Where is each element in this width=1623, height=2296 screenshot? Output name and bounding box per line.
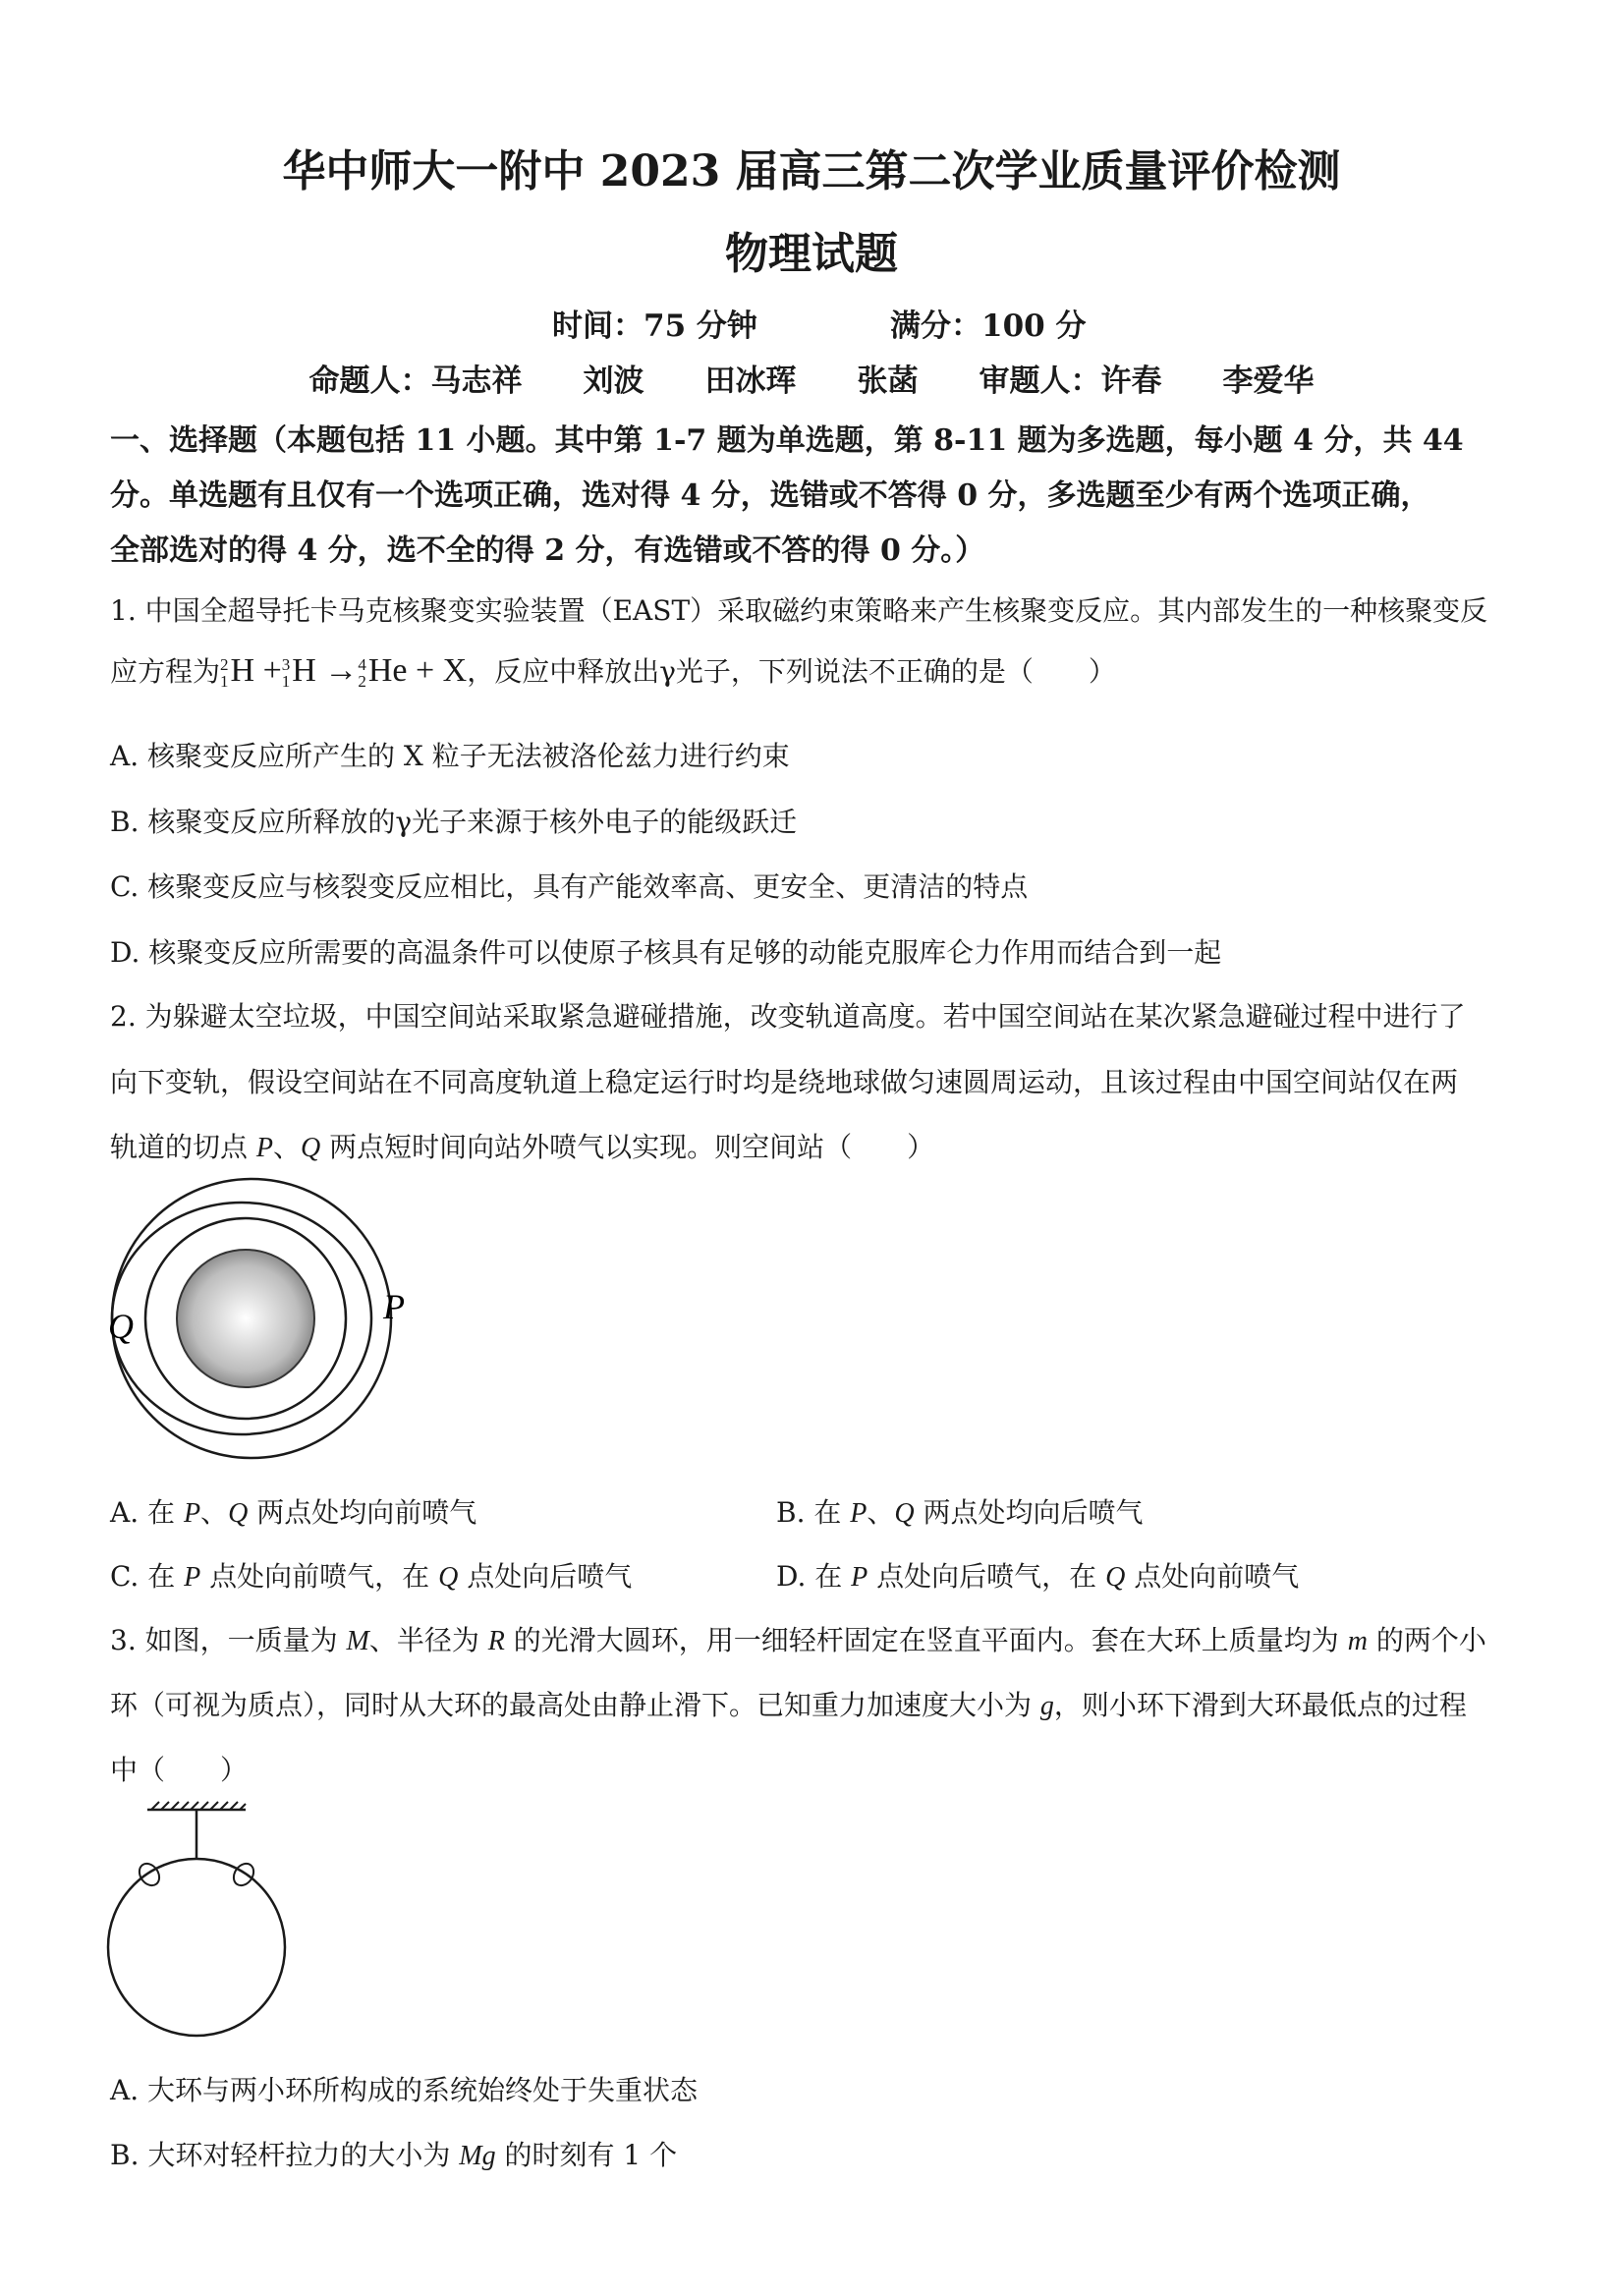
q2-option-b xyxy=(776,1491,1144,1531)
var-m-big: M xyxy=(346,1626,369,1656)
fig-label-p: P xyxy=(383,1287,405,1326)
q1-option-a: A. 核聚变反应所产生的 X 粒子无法被洛伦兹力进行约束 xyxy=(110,740,790,772)
q2-b-sep: 、 xyxy=(867,1496,895,1529)
eq-c-charge: 2 xyxy=(358,672,366,692)
eq-c-mass: 4 xyxy=(358,655,366,675)
q2-d-post: 点处向前喷气 xyxy=(1125,1560,1300,1593)
ring-diagram xyxy=(98,1800,305,2055)
q2-a-sep: 、 xyxy=(200,1496,229,1529)
q2-option-c xyxy=(110,1555,632,1595)
q1-stem-suffix: ，反应中释放出γ光子，下列说法不正确的是（ ） xyxy=(467,655,1116,688)
q1-option-d: D. 核聚变反应所需要的高温条件可以使原子核具有足够的动能克服库仑力作用而结合到一起 xyxy=(110,936,1222,969)
q2-b-pre: B. 在 xyxy=(776,1496,851,1529)
q1-stem-line2 xyxy=(110,650,1116,690)
var-m-small: m xyxy=(1347,1626,1368,1656)
q2-a-p: P xyxy=(183,1498,201,1529)
q2-b-q: Q xyxy=(894,1498,915,1529)
q3-option-a: A. 大环与两小环所构成的系统始终处于失重状态 xyxy=(110,2074,699,2106)
earth-icon xyxy=(177,1250,314,1387)
eq-b-charge: 1 xyxy=(281,672,291,692)
q3-stem-line2 xyxy=(110,1684,1467,1723)
section-instructions-line3: 全部选对的得 4 分，选不全的得 2 分，有选错或不答的得 0 分。） xyxy=(110,533,985,568)
q2-c-post: 点处向后喷气 xyxy=(458,1560,633,1593)
q2-b-post: 两点处均向后喷气 xyxy=(914,1496,1144,1529)
q3-stem-line1 xyxy=(110,1619,1486,1658)
q2-d-q: Q xyxy=(1105,1562,1126,1593)
orbit-diagram xyxy=(98,1169,452,1474)
var-g: g xyxy=(1039,1691,1054,1721)
q2-stem-line2: 向下变轨，假设空间站在不同高度轨道上稳定运行时均是绕地球做匀速圆周运动，且该过程由中国空间站仅在两 xyxy=(110,1066,1459,1098)
q2-stem-line3 xyxy=(110,1126,934,1165)
q3-text-b: 、半径为 xyxy=(368,1624,488,1656)
q1-equation xyxy=(220,652,468,692)
q2-d-p: P xyxy=(851,1562,868,1593)
q3-text-f: ，则小环下滑到大环最低点的过程 xyxy=(1053,1689,1467,1721)
q2-a-post: 两点处均向前喷气 xyxy=(248,1496,477,1529)
q3-text-c: 的光滑大圆环，用一细轻杆固定在竖直平面内。套在大环上质量均为 xyxy=(504,1624,1348,1656)
q2-d-mid: 点处向后喷气，在 xyxy=(867,1560,1106,1593)
q2-c-pre: C. 在 xyxy=(110,1560,185,1593)
q3-b-pre: B. 大环对轻杆拉力的大小为 xyxy=(110,2139,460,2171)
small-ring-left xyxy=(136,1860,164,1889)
q2-option-d xyxy=(776,1555,1299,1595)
section-instructions-line2: 分。单选题有且仅有一个选项正确，选对得 4 分，选错或不答得 0 分，多选题至少有两个选项正确， xyxy=(110,478,1430,513)
q1-option-b: B. 核聚变反应所释放的γ光子来源于核外电子的能级跃迁 xyxy=(110,806,798,838)
point-p-label: P xyxy=(255,1133,274,1163)
q3-text-d: 的两个小 xyxy=(1367,1624,1486,1656)
q3-option-b xyxy=(110,2134,677,2173)
exam-title: 华中师大一附中 2023 届高三第二次学业质量评价检测 xyxy=(282,146,1341,196)
separator: 、 xyxy=(273,1131,302,1163)
eq-b-mass: 3 xyxy=(281,655,291,675)
q2-c-p: P xyxy=(184,1562,201,1593)
q2-c-q: Q xyxy=(438,1562,459,1593)
q2-stem-line1: 2. 为躲避太空垃圾，中国空间站采取紧急避碰措施，改变轨道高度。若中国空间站在某次紧急避碰过程中进行了 xyxy=(110,1000,1466,1033)
q2-a-pre: A. 在 xyxy=(110,1496,184,1529)
q1-stem-prefix: 应方程为 xyxy=(110,655,221,688)
q2-a-q: Q xyxy=(228,1498,249,1529)
q2-b-p: P xyxy=(850,1498,867,1529)
small-ring-right xyxy=(230,1860,258,1889)
q2-c-mid: 点处向前喷气，在 xyxy=(200,1560,439,1593)
large-ring xyxy=(108,1859,285,2036)
var-r: R xyxy=(487,1626,505,1656)
q3-text-e: 环（可视为质点），同时从大环的最高处由静止滑下。已知重力加速度大小为 xyxy=(110,1689,1040,1721)
q2-stem-text-a: 轨道的切点 xyxy=(110,1131,256,1163)
var-mg: Mg xyxy=(459,2141,496,2171)
q2-option-a xyxy=(110,1491,476,1531)
q2-stem-text-b: 两点短时间向站外喷气以实现。则空间站（ ） xyxy=(320,1131,935,1163)
exam-score: 满分：100 分 xyxy=(890,308,1087,344)
eq-a-symbol: H + xyxy=(230,652,282,689)
q3-stem-line3: 中（ ） xyxy=(110,1754,249,1786)
eq-c-symbol: He + X xyxy=(367,652,468,689)
point-q-label: Q xyxy=(301,1133,321,1163)
exam-authors: 命题人：马志祥 刘波 田冰珲 张菡 审题人：许春 李爱华 xyxy=(308,364,1315,399)
eq-a-mass: 2 xyxy=(220,655,229,675)
q3-text-a: 3. 如图，一质量为 xyxy=(110,1624,347,1656)
q1-option-c: C. 核聚变反应与核裂变反应相比，具有产能效率高、更安全、更清洁的特点 xyxy=(110,870,1029,903)
exam-subtitle: 物理试题 xyxy=(725,229,898,279)
eq-a-charge: 1 xyxy=(220,672,229,692)
eq-b-symbol: H → xyxy=(292,652,359,689)
q3-b-post: 的时刻有 1 个 xyxy=(495,2139,678,2171)
exam-time: 时间：75 分钟 xyxy=(552,308,757,344)
q2-d-pre: D. 在 xyxy=(776,1560,852,1593)
q1-stem-line1: 1. 中国全超导托卡马克核聚变实验装置（EAST）采取磁约束策略来产生核聚变反应。其内部发生的一种核聚变反 xyxy=(110,594,1488,627)
section-instructions-line1: 一、选择题（本题包括 11 小题。其中第 1-7 题为单选题，第 8-11 题为多选题，每小题 4 分，共 44 xyxy=(110,423,1464,458)
fig-label-q: Q xyxy=(108,1307,134,1346)
